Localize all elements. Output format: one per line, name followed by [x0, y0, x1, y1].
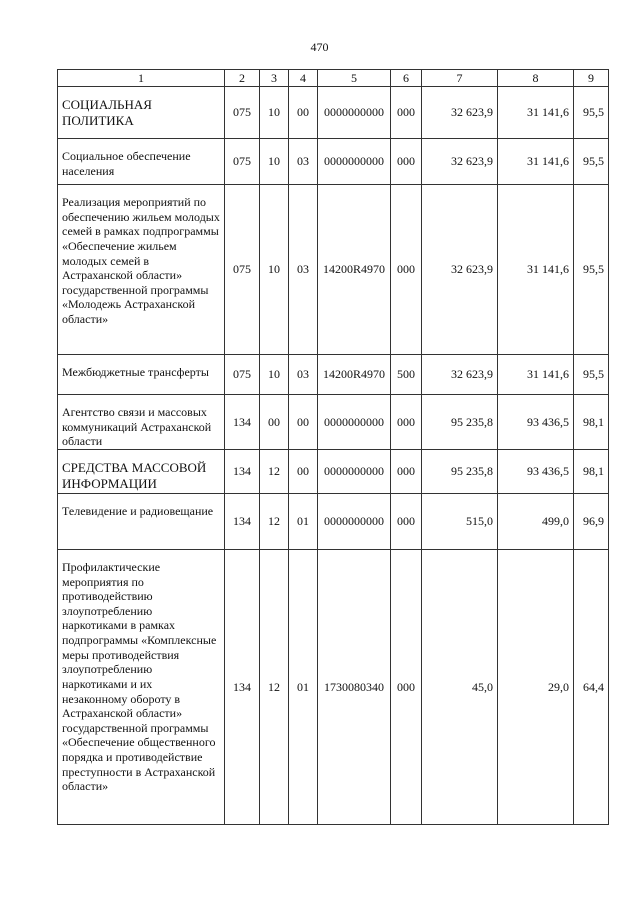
planned-amount: 95 235,8: [422, 449, 498, 493]
section-code: 10: [260, 185, 289, 355]
actual-amount: 31 141,6: [498, 139, 574, 185]
section-code: 10: [260, 139, 289, 185]
execution-percent: 96,9: [574, 493, 609, 549]
table-row: [58, 395, 609, 450]
target-code: 1730080340: [318, 549, 391, 824]
actual-amount: 29,0: [498, 549, 574, 824]
row-name: Межбюджетные трансферты: [58, 355, 225, 395]
row-name: Телевидение и радиовещание: [58, 493, 225, 549]
execution-percent: 95,5: [574, 139, 609, 185]
target-code: 0000000000: [318, 395, 391, 450]
table-row: [58, 185, 609, 355]
admin-code: 134: [225, 449, 260, 493]
target-code: 0000000000: [318, 139, 391, 185]
table-row: [58, 549, 609, 824]
table-row: [58, 139, 609, 185]
target-code: 14200R4970: [318, 355, 391, 395]
section-code: 10: [260, 87, 289, 139]
admin-code: 075: [225, 355, 260, 395]
actual-amount: 93 436,5: [498, 395, 574, 450]
subsection-code: 01: [289, 549, 318, 824]
section-code: 12: [260, 493, 289, 549]
section-code: 00: [260, 395, 289, 450]
actual-amount: 31 141,6: [498, 185, 574, 355]
subsection-code: 00: [289, 87, 318, 139]
planned-amount: 32 623,9: [422, 185, 498, 355]
subsection-code: 03: [289, 139, 318, 185]
column-header: 9: [574, 70, 609, 87]
actual-amount: 499,0: [498, 493, 574, 549]
section-code: 12: [260, 549, 289, 824]
execution-percent: 95,5: [574, 185, 609, 355]
target-code: 0000000000: [318, 493, 391, 549]
column-number-row: [58, 70, 609, 87]
execution-percent: 95,5: [574, 87, 609, 139]
planned-amount: 45,0: [422, 549, 498, 824]
row-name: Реализация мероприятий по обеспечению жильем молодых семей в рамках подпрограммы «Обеспечение жильем молодых семей в Астраханской области» государственной программы «Молодежь Астраханской области»: [58, 185, 225, 355]
expense-type-code: 500: [391, 355, 422, 395]
table-row: [58, 355, 609, 395]
admin-code: 075: [225, 185, 260, 355]
planned-amount: 32 623,9: [422, 139, 498, 185]
row-name: Профилактические мероприятия по противодействию злоупотреблению наркотиками в рамках подпрограммы «Комплексные меры противодействия злоупотреблению наркотиками и их незаконному обороту в Астраханской области» государственной программы «Обеспечение общественного порядка и противодействие преступности в Астраханской области»: [58, 549, 225, 824]
column-header: 6: [391, 70, 422, 87]
planned-amount: 32 623,9: [422, 87, 498, 139]
row-name: СРЕДСТВА МАССОВОЙ ИНФОРМАЦИИ: [58, 449, 225, 493]
target-code: 0000000000: [318, 87, 391, 139]
admin-code: 134: [225, 549, 260, 824]
expense-type-code: 000: [391, 87, 422, 139]
row-name: Социальное обеспечение населения: [58, 139, 225, 185]
execution-percent: 95,5: [574, 355, 609, 395]
section-code: 10: [260, 355, 289, 395]
actual-amount: 31 141,6: [498, 87, 574, 139]
admin-code: 134: [225, 395, 260, 450]
target-code: 0000000000: [318, 449, 391, 493]
subsection-code: 01: [289, 493, 318, 549]
column-header: 7: [422, 70, 498, 87]
column-header: 3: [260, 70, 289, 87]
target-code: 14200R4970: [318, 185, 391, 355]
budget-table: [57, 69, 609, 825]
planned-amount: 515,0: [422, 493, 498, 549]
row-name: СОЦИАЛЬНАЯ ПОЛИТИКА: [58, 87, 225, 139]
expense-type-code: 000: [391, 395, 422, 450]
subsection-code: 00: [289, 449, 318, 493]
expense-type-code: 000: [391, 185, 422, 355]
actual-amount: 31 141,6: [498, 355, 574, 395]
expense-type-code: 000: [391, 549, 422, 824]
row-name: Агентство связи и массовых коммуникаций Астраханской области: [58, 395, 225, 450]
planned-amount: 95 235,8: [422, 395, 498, 450]
actual-amount: 93 436,5: [498, 449, 574, 493]
section-code: 12: [260, 449, 289, 493]
column-header: 1: [58, 70, 225, 87]
column-header: 5: [318, 70, 391, 87]
column-header: 4: [289, 70, 318, 87]
page-number: 470: [310, 40, 329, 54]
execution-percent: 64,4: [574, 549, 609, 824]
admin-code: 075: [225, 139, 260, 185]
subsection-code: 03: [289, 185, 318, 355]
subsection-code: 03: [289, 355, 318, 395]
subsection-code: 00: [289, 395, 318, 450]
table-row: [58, 449, 609, 493]
execution-percent: 98,1: [574, 449, 609, 493]
table-row: [58, 87, 609, 139]
table-row: [58, 493, 609, 549]
planned-amount: 32 623,9: [422, 355, 498, 395]
expense-type-code: 000: [391, 139, 422, 185]
admin-code: 134: [225, 493, 260, 549]
admin-code: 075: [225, 87, 260, 139]
execution-percent: 98,1: [574, 395, 609, 450]
column-header: 8: [498, 70, 574, 87]
expense-type-code: 000: [391, 449, 422, 493]
expense-type-code: 000: [391, 493, 422, 549]
column-header: 2: [225, 70, 260, 87]
